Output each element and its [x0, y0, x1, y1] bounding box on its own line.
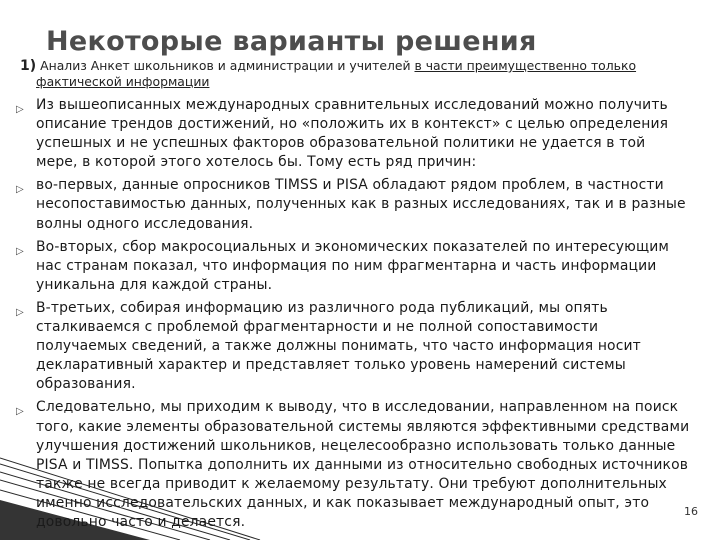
triangle-right-icon: ▷: [16, 306, 24, 318]
intro-number: 1): [20, 58, 37, 74]
intro-text-underlined: в части преимущественно только: [414, 58, 637, 73]
bullet-text: во-первых, данные опросников TIMSS и PISA обладают рядом проблем, в частности несопоставимостью данных, полученных как в разных исследованиях, так и в разные волны одного исследования.: [36, 177, 686, 232]
bullet-text: Из вышеописанных международных сравнительных исследований можно получить описание трендов достижений, но «положить их в контекст» с целью определения успешных и не успешных факторов образовательной политики не удается в той мере, в которой этого хотелось бы. Тому есть ряд причин:: [36, 97, 669, 171]
intro-text: Анализ Анкет школьников и администрации и учителей: [40, 58, 415, 73]
intro-point: [20, 58, 700, 89]
list-item: [14, 299, 690, 394]
bullet-text: В-третьих, собирая информацию из различного рода публикаций, мы опять сталкиваемся с проблемой фрагментарности и не полной сопоставимости получаемых сведений, а также должны понимать, что часто информация носит декларативный характер и представляет только уровень намерений системы образования.: [36, 299, 641, 393]
slide-title: Некоторые варианты решения: [46, 26, 537, 57]
list-item: [14, 398, 690, 532]
triangle-right-icon: ▷: [16, 184, 24, 196]
bullet-text: Во-вторых, сбор макросоциальных и экономических показателей по интересующим нас странам показал, что информация по ним фрагментарна и часть информации уникальна для каждой страны.: [36, 238, 670, 293]
triangle-right-icon: ▷: [16, 245, 24, 257]
list-item: [14, 176, 690, 233]
list-item: [14, 238, 690, 295]
intro-text-line2: фактической информации: [36, 74, 210, 89]
page-number: 16: [684, 505, 698, 518]
list-item: [14, 96, 690, 172]
triangle-right-icon: ▷: [16, 406, 24, 418]
triangle-right-icon: ▷: [16, 104, 24, 115]
bullet-list: [14, 96, 690, 536]
bullet-text: Следовательно, мы приходим к выводу, что в исследовании, направленном на поиск того, какие элементы образовательной системы являются эффективными средствами улучшения достижений школьников, нецелесообразно использовать только данные PISA и TIMSS. Попытка дополнить их данными из относительно свободных источников также не всегда приводит к желаемому результату. Они требуют дополнительных именно исследовательских данных, и как показывает международный опыт, это довольно часто и делается.: [36, 399, 690, 530]
